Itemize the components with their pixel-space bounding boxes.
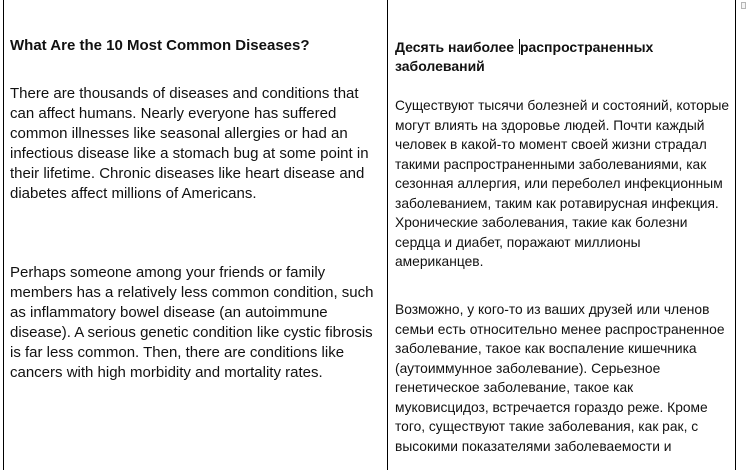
english-paragraph-2: Perhaps someone among your friends or family members has a relatively less common condition, such as inflammatory bowel disease (an autoimmune disease). A serious genetic condition like cystic fibrosis is far less common. Then, there are conditions like cancers with high morbidity and mortality rates. [10,264,374,381]
table-left-border [3,0,4,470]
russian-title-end: распространенных заболеваний [395,39,654,74]
table-resize-handle[interactable] [741,2,746,9]
russian-title[interactable] [395,38,730,76]
russian-title-start: Десять наиболее [395,39,518,55]
table-right-border [735,0,736,470]
russian-paragraph-1[interactable]: Существуют тысячи болезней и состояний, которые могут влиять на здоровье людей. Почти каждый человек в какой-то момент своей жизни страдал такими распространенными заболеваниями, как сезонная аллергия, или переболел инфекционным заболеванием, таким как ротавирусная инфекция. Хронические заболевания, такие как болезни сердца и диабет, поражают миллионы американцев. [395,98,730,269]
english-paragraph-1: There are thousands of diseases and conditions that can affect humans. Nearly everyone has suffered common illnesses like seasonal allergies or had an infectious disease like a stomach bug at some point in their lifetime. Chronic diseases like heart disease and diabetes affect millions of Americans. [10,85,369,202]
english-title: What Are the 10 Most Common Diseases? [10,37,310,54]
column-divider [387,0,388,470]
russian-paragraph-2[interactable]: Возможно, у кого-то из ваших друзей или членов семьи есть относительно менее распространенное заболевание, такое как воспаление кишечника (аутоиммунное заболевание). Серьезное генетическое заболевание, такое как муковисцидоз, встречается гораздо реже. Кроме того, существуют такие заболевания, как рак, с высокими показателями заболеваемости и [395,302,725,454]
